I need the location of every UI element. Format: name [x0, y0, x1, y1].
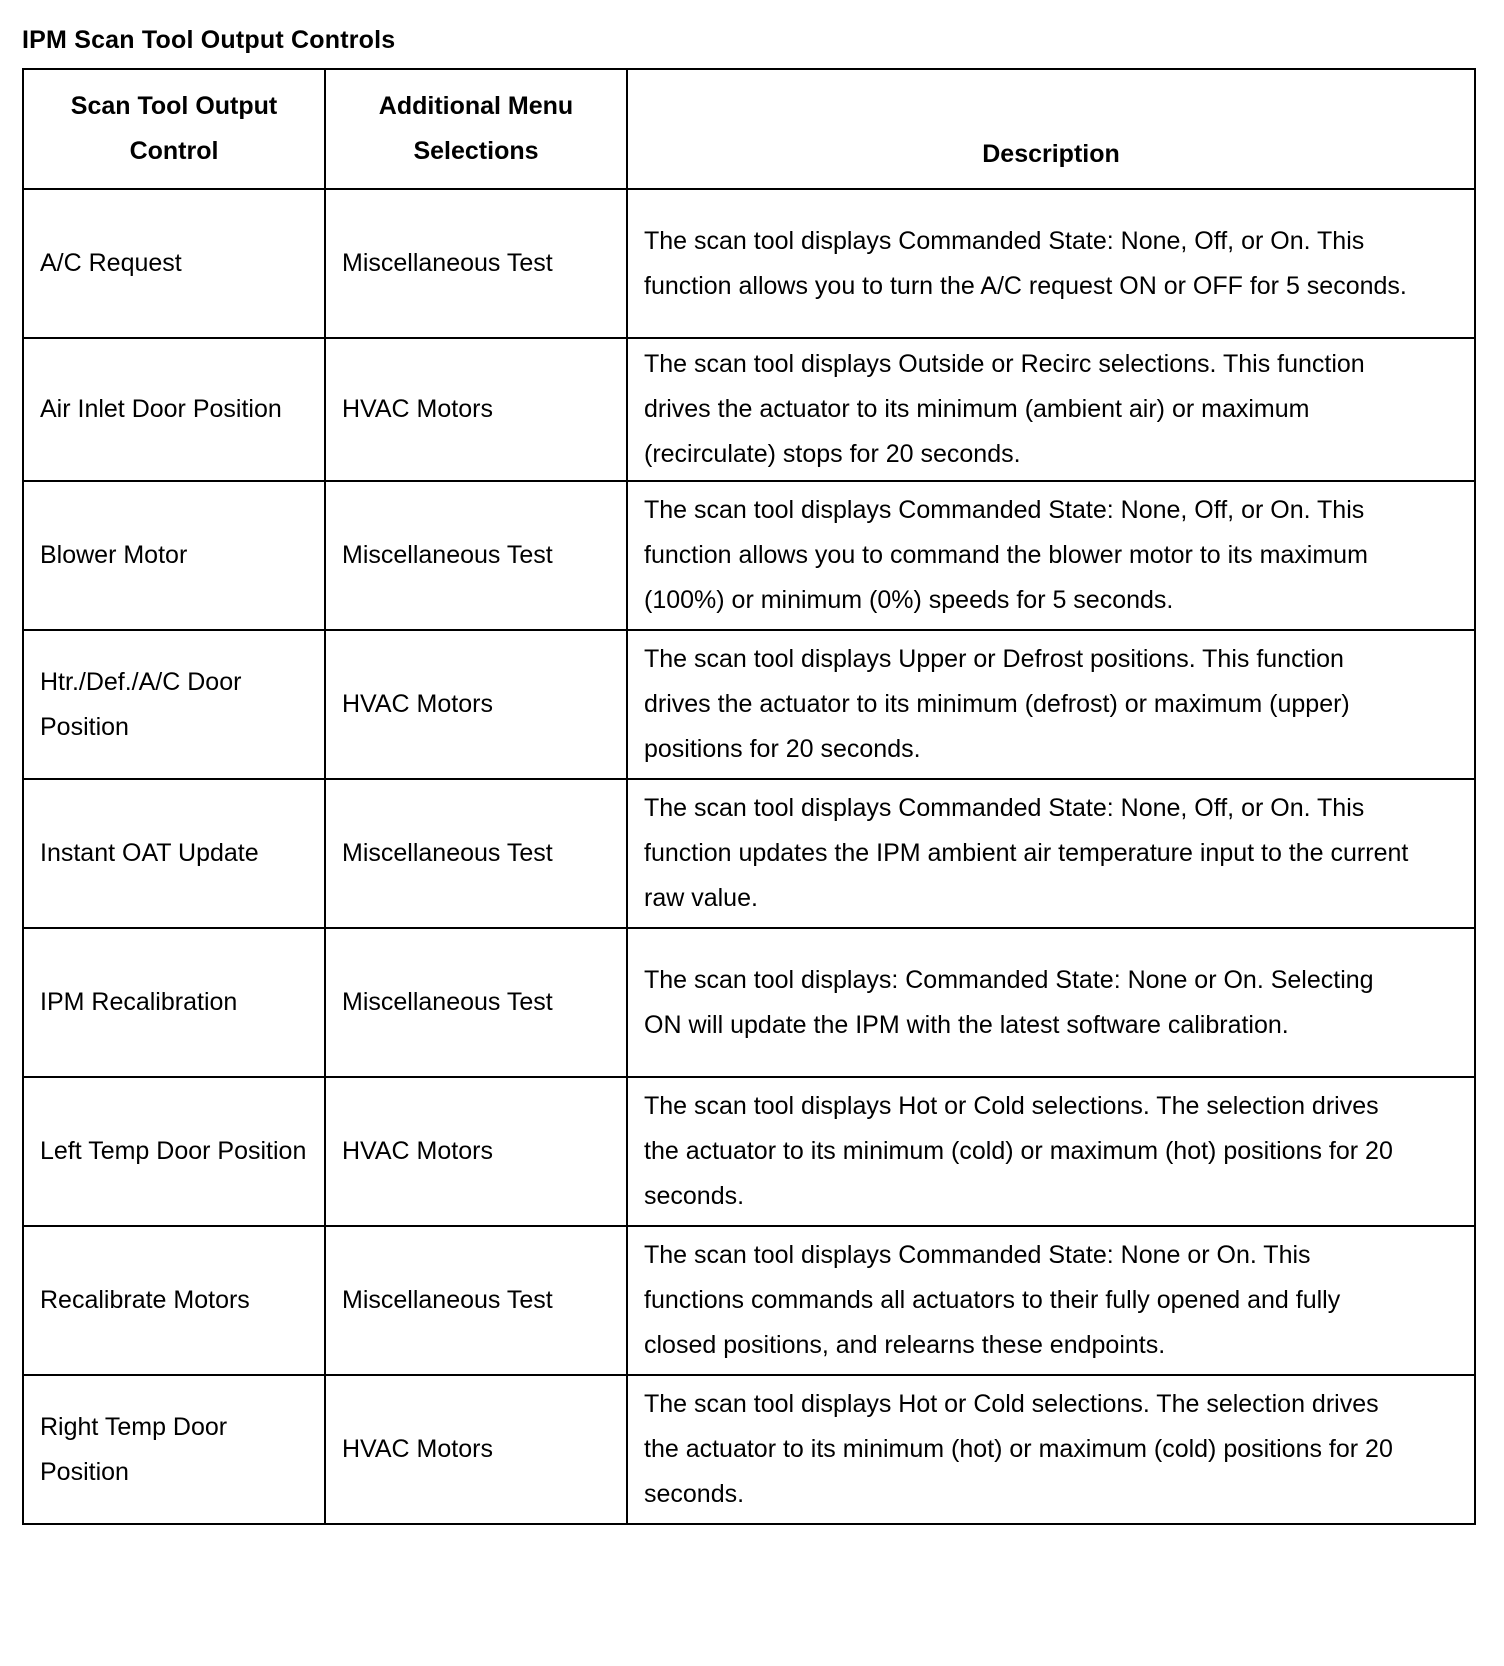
- header-description: Description: [627, 69, 1475, 189]
- table-row: [23, 1375, 1475, 1524]
- table-row: [23, 481, 1475, 630]
- header-additional-menu: Additional Menu Selections: [325, 69, 627, 189]
- menu-selection-cell: Miscellaneous Test: [325, 189, 627, 338]
- header-output-control: Scan Tool Output Control: [23, 69, 325, 189]
- description-cell: The scan tool displays Commanded State: None, Off, or On. This function updates the IPM ambient air temperature input to the current raw value.: [627, 779, 1475, 928]
- menu-selection-cell: Miscellaneous Test: [325, 481, 627, 630]
- output-control-cell: Air Inlet Door Position: [23, 338, 325, 481]
- output-control-cell: A/C Request: [23, 189, 325, 338]
- table-header-row: [23, 69, 1475, 189]
- table-row: [23, 1077, 1475, 1226]
- page-title: IPM Scan Tool Output Controls: [22, 26, 396, 54]
- menu-selection-cell: HVAC Motors: [325, 1077, 627, 1226]
- output-controls-table: [22, 68, 1476, 1525]
- description-cell: The scan tool displays Hot or Cold selections. The selection drives the actuator to its minimum (cold) or maximum (hot) positions for 20 seconds.: [627, 1077, 1475, 1226]
- description-cell: The scan tool displays Commanded State: None, Off, or On. This function allows you to turn the A/C request ON or OFF for 5 seconds.: [627, 189, 1475, 338]
- menu-selection-cell: HVAC Motors: [325, 1375, 627, 1524]
- output-control-cell: Recalibrate Motors: [23, 1226, 325, 1375]
- menu-selection-cell: Miscellaneous Test: [325, 779, 627, 928]
- table-row: [23, 928, 1475, 1077]
- output-control-cell: Blower Motor: [23, 481, 325, 630]
- output-control-cell: Right Temp Door Position: [23, 1375, 325, 1524]
- description-cell: The scan tool displays Commanded State: None or On. This functions commands all actuators to their fully opened and fully closed positions, and relearns these endpoints.: [627, 1226, 1475, 1375]
- table-row: [23, 189, 1475, 338]
- description-cell: The scan tool displays Commanded State: None, Off, or On. This function allows you to command the blower motor to its maximum (100%) or minimum (0%) speeds for 5 seconds.: [627, 481, 1475, 630]
- menu-selection-cell: Miscellaneous Test: [325, 1226, 627, 1375]
- output-control-cell: Left Temp Door Position: [23, 1077, 325, 1226]
- table-row: [23, 1226, 1475, 1375]
- output-control-cell: Instant OAT Update: [23, 779, 325, 928]
- menu-selection-cell: Miscellaneous Test: [325, 928, 627, 1077]
- description-cell: The scan tool displays Upper or Defrost positions. This function drives the actuator to its minimum (defrost) or maximum (upper) positions for 20 seconds.: [627, 630, 1475, 779]
- output-control-cell: IPM Recalibration: [23, 928, 325, 1077]
- description-cell: The scan tool displays Outside or Recirc selections. This function drives the actuator to its minimum (ambient air) or maximum (recirculate) stops for 20 seconds.: [627, 338, 1475, 481]
- menu-selection-cell: HVAC Motors: [325, 630, 627, 779]
- output-control-cell: Htr./Def./A/C Door Position: [23, 630, 325, 779]
- table-row: [23, 338, 1475, 481]
- table-row: [23, 779, 1475, 928]
- table-row: [23, 630, 1475, 779]
- description-cell: The scan tool displays: Commanded State: None or On. Selecting ON will update the IPM with the latest software calibration.: [627, 928, 1475, 1077]
- menu-selection-cell: HVAC Motors: [325, 338, 627, 481]
- description-cell: The scan tool displays Hot or Cold selections. The selection drives the actuator to its minimum (hot) or maximum (cold) positions for 20 seconds.: [627, 1375, 1475, 1524]
